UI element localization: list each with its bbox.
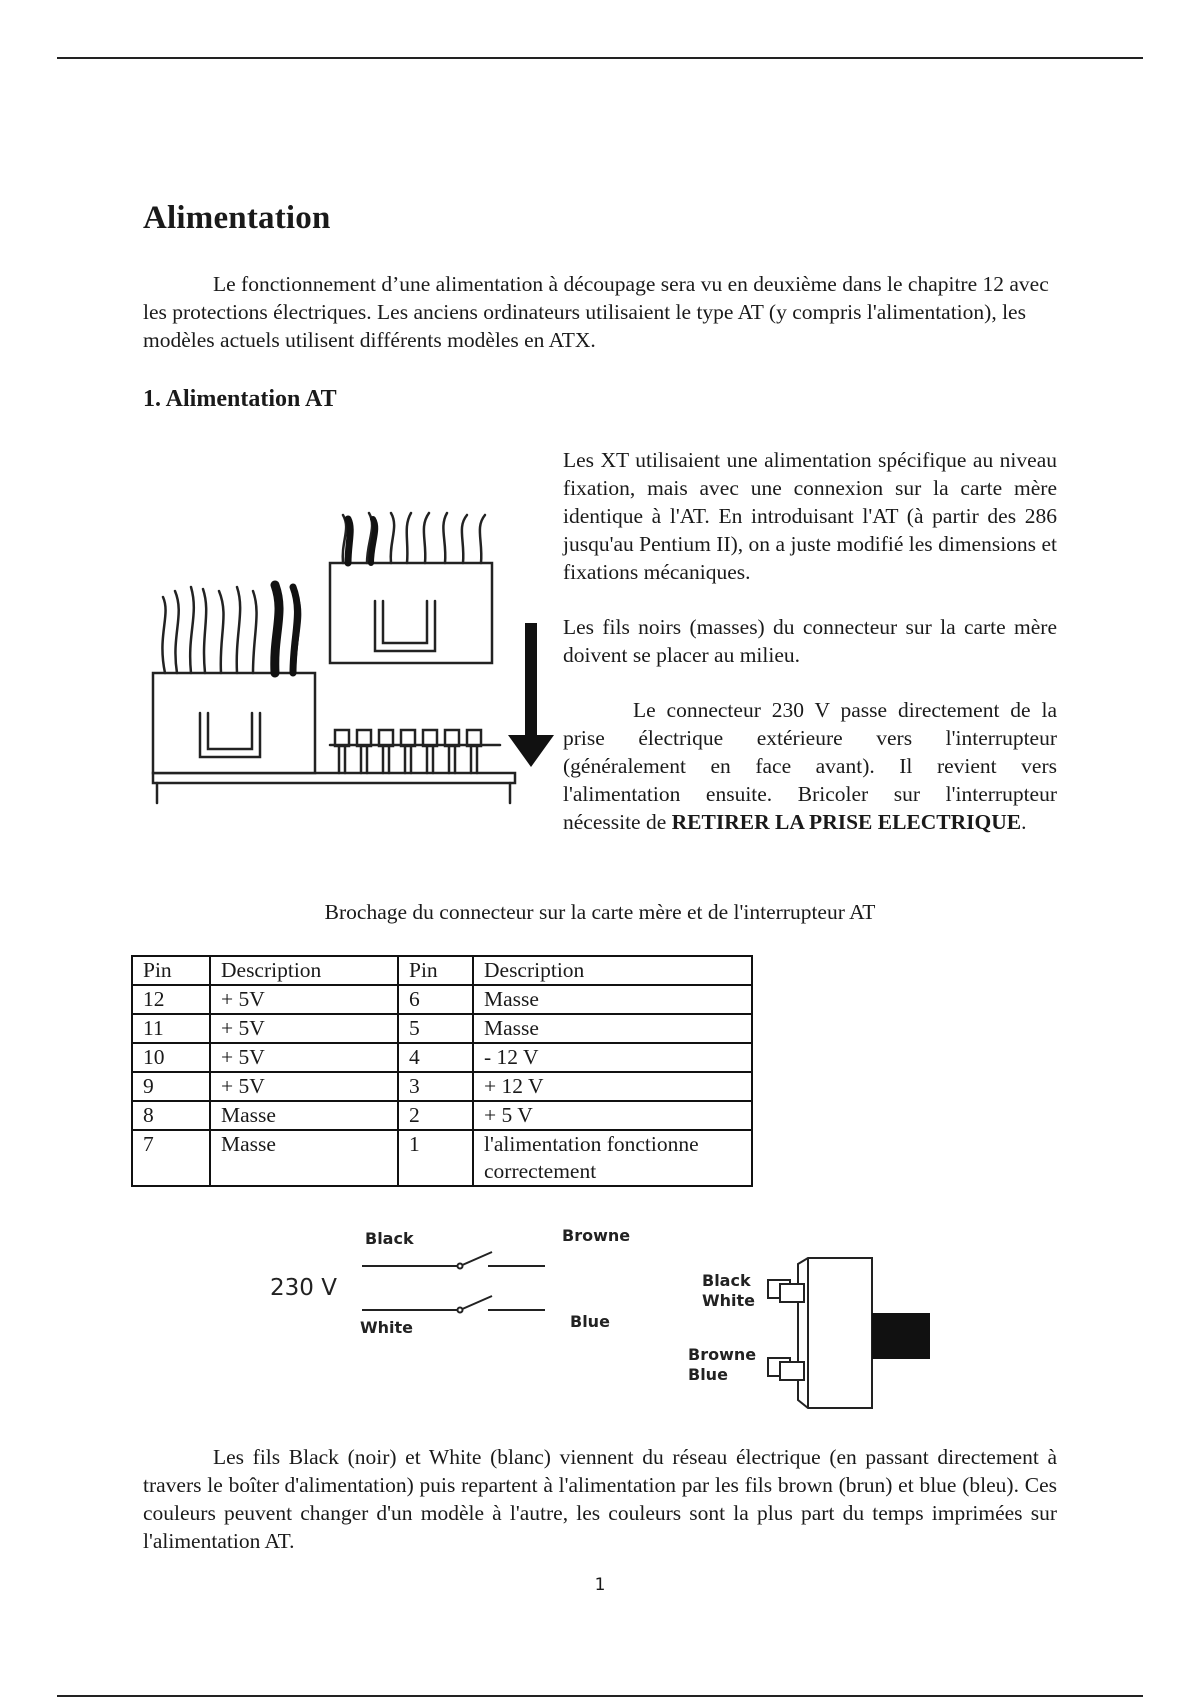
table-cell: - 12 V [473,1043,752,1072]
table-cell: + 5V [210,1043,398,1072]
table-row [132,1130,752,1186]
table-header: Description [210,956,398,985]
table-cell: 7 [132,1130,210,1186]
table-header: Pin [398,956,473,985]
wire-white-label: White [360,1318,414,1337]
table-cell: Masse [473,1014,752,1043]
wire-blue-label: Blue [570,1312,610,1331]
page-title: Alimentation [143,200,331,236]
table-header: Pin [132,956,210,985]
pinout-table [131,955,753,1187]
at-paragraph-3 [563,696,1057,836]
page-number: 1 [594,1575,606,1595]
table-cell: + 5V [210,985,398,1014]
switch-rocker-button [872,1313,930,1359]
pinout-caption: Brochage du connecteur sur la carte mère et de l'interrupteur AT [324,900,876,924]
table-header-row [132,956,752,985]
table-cell: 8 [132,1101,210,1130]
table-cell: 10 [132,1043,210,1072]
section-heading: 1. Alimentation AT [143,386,337,412]
table-cell: + 12 V [473,1072,752,1101]
table-cell: 5 [398,1014,473,1043]
switch-contact-bottom [362,1296,492,1310]
table-row [132,1101,752,1130]
closing-paragraph [143,1443,1057,1555]
switch-contact-top [362,1252,492,1266]
table-cell: 2 [398,1101,473,1130]
table-cell: Masse [473,985,752,1014]
section-text-column [563,446,1057,836]
switch-side-browne-label: Browne [688,1345,757,1364]
table-cell: 3 [398,1072,473,1101]
table-cell: + 5V [210,1072,398,1101]
switch-side-blue-label: Blue [688,1365,728,1384]
at-paragraph-2: Les fils noirs (masses) du connecteur sur la carte mère doivent se placer au milieu. [563,615,1057,667]
wire-browne-label: Browne [562,1226,631,1245]
warning-emphasis: RETIRER LA PRISE ELECTRIQUE [671,810,1022,834]
switch-side-black-label: Black [702,1271,751,1290]
intro-text: Le fonctionnement d’une alimentation à découpage sera vu en deuxième dans le chapitre 12 avec les protections électriques. Les anciens ordinateurs utilisaient le type AT (y compris l'alimentation), les modèles actuels utilisent différents modèles en ATX. [143,272,1049,352]
closing-text: Les fils Black (noir) et White (blanc) viennent du réseau électrique (en passant directement à travers le boîter d'alimentation) puis repartent à l'alimentation par les fils brown (brun) et blue (bleu). Ces couleurs peuvent changer d'un modèle à l'autre, les couleurs sont la plus part du temps imprimées sur l'alimentation AT. [143,1445,1057,1553]
table-cell: 4 [398,1043,473,1072]
table-cell: l'alimentation fonctionne correctement [473,1130,752,1186]
table-cell: 11 [132,1014,210,1043]
switch-wiring-diagram [260,1218,940,1413]
table-cell: Masse [210,1101,398,1130]
wire-black-label: Black [365,1229,414,1248]
intro-paragraph [143,270,1057,354]
footer-rule [57,1695,1143,1697]
at-connector-illustration [145,505,555,805]
voltage-label: 230 V [270,1275,337,1301]
table-cell: Masse [210,1130,398,1186]
table-cell: 9 [132,1072,210,1101]
table-cell: 6 [398,985,473,1014]
table-cell: 1 [398,1130,473,1186]
table-row [132,1014,752,1043]
table-header: Description [473,956,752,985]
table-cell: 12 [132,985,210,1014]
switch-side-white-label: White [702,1291,756,1310]
table-row [132,985,752,1014]
table-cell: + 5V [210,1014,398,1043]
table-row [132,1043,752,1072]
table-cell: + 5 V [473,1101,752,1130]
table-row [132,1072,752,1101]
rocker-switch [768,1258,872,1408]
header-rule [57,57,1143,59]
at-paragraph-1: Les XT utilisaient une alimentation spécifique au niveau fixation, mais avec une connexion sur la carte mère identique à l'AT. En introduisant l'AT (à partir des 286 jusqu'au Pentium II), on a juste modifié les dimensions et fixations mécaniques. [563,448,1057,584]
warning-end: . [1021,810,1027,834]
warning-lead-text: Le connecteur 230 V passe directement de la prise électrique extérieure vers l'interrupteur (généralement en face avant). Il revient vers l'alimentation ensuite. Bricoler sur l'interrupteur nécessite de [563,698,1057,834]
